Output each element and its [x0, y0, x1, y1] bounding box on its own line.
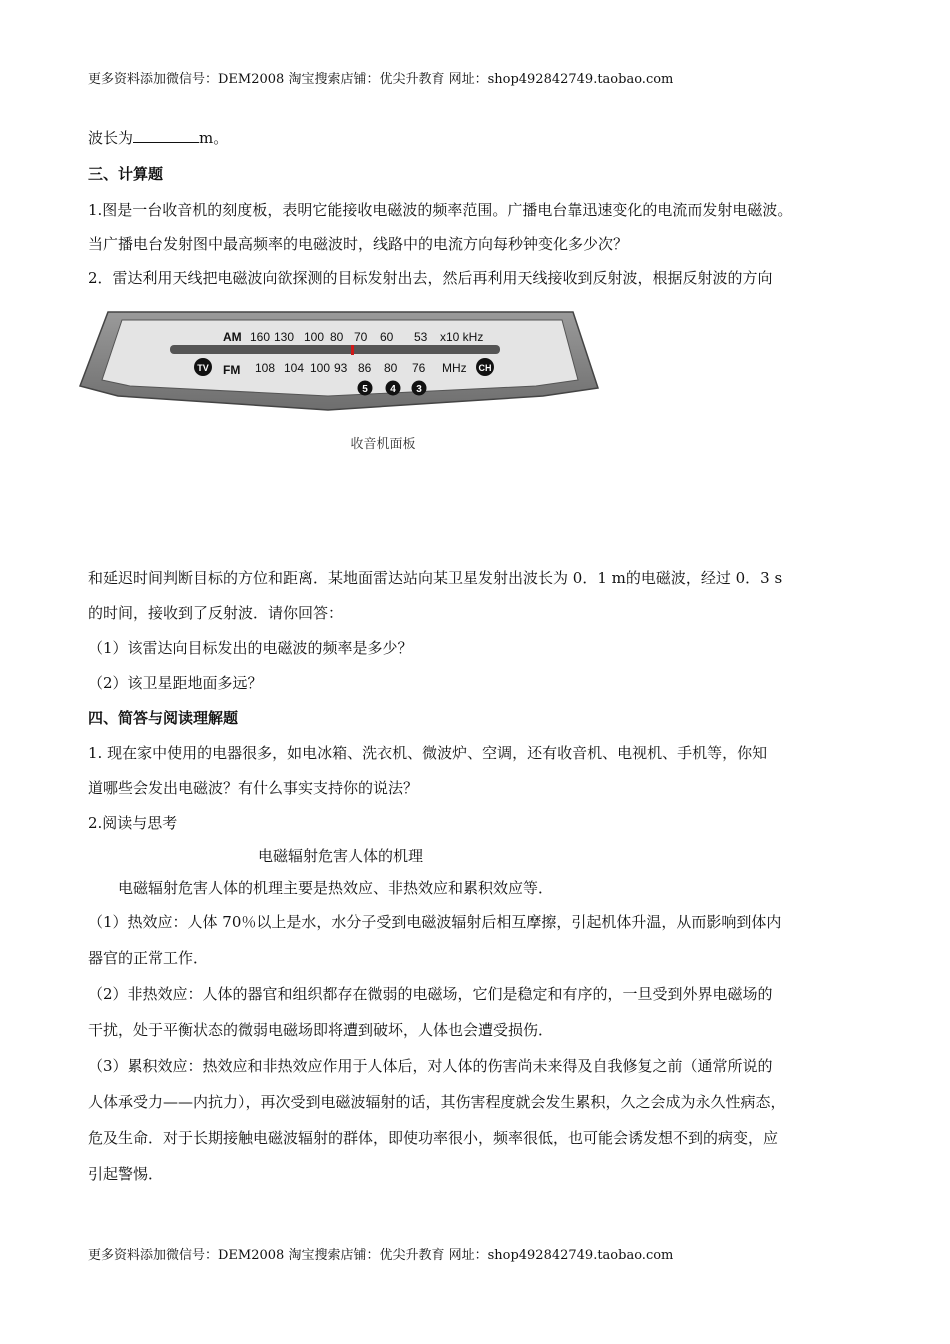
- fm-tick: 86: [358, 361, 372, 375]
- s3-q2-sub1: （1）该雷达向目标发出的电磁波的频率是多少？: [88, 639, 413, 657]
- channel-number: 3: [416, 384, 422, 395]
- page-footer: 更多资料添加微信号：DEM2008 淘宝搜索店铺：优尖升教育 网址：shop492842749.taobao.com: [88, 1248, 674, 1263]
- tv-badge-text: TV: [197, 363, 209, 373]
- s3-q1-line2: 当广播电台发射图中最高频率的电磁波时，线路中的电流方向每秒钟变化多少次？: [88, 235, 629, 253]
- am-label: AM: [223, 330, 242, 344]
- am-tick: 130: [274, 330, 295, 344]
- p3-line2: 人体承受力——内抗力），再次受到电磁波辐射的话，其伤害程度就会发生累积，久之会成为永久性病态，: [88, 1093, 786, 1111]
- s4-q2-label: 2.阅读与思考: [88, 814, 178, 832]
- am-tick: 70: [354, 330, 368, 344]
- s3-q2-sub2: （2）该卫星距地面多远？: [88, 674, 263, 692]
- fm-tick: 93: [334, 361, 348, 375]
- s3-q2-line1: 2．雷达利用天线把电磁波向欲探测的目标发射出去，然后再利用天线接收到反射波，根据反射波的方向: [88, 269, 773, 287]
- radio-panel-figure: [78, 300, 608, 470]
- figure-caption: 收音机面板: [350, 437, 416, 452]
- page-header: 更多资料添加微信号：DEM2008 淘宝搜索店铺：优尖升教育 网址：shop492842749.taobao.com: [88, 72, 674, 87]
- answer-blank: [133, 128, 199, 143]
- wavelength-suffix: m。: [199, 129, 229, 147]
- s4-q1-line1: 1. 现在家中使用的电器很多，如电冰箱、洗衣机、微波炉、空调，还有收音机、电视机、手机等，你知: [88, 744, 768, 762]
- s3-q2-line2: 和延迟时间判断目标的方位和距离．某地面雷达站向某卫星发射出波长为 0．1 m的电磁波，经过 0．3 s: [88, 569, 783, 587]
- am-tick: 160: [250, 330, 271, 344]
- ch-badge-text: CH: [478, 363, 492, 373]
- am-tick: 60: [380, 330, 394, 344]
- am-tick: 53: [414, 330, 428, 344]
- tuning-bar: [170, 345, 500, 354]
- p1-line1: （1）热效应：人体 70％以上是水，水分子受到电磁波辐射后相互摩擦，引起机体升温，从而影响到体内: [88, 913, 782, 931]
- section3-title: 三、计算题: [88, 165, 164, 183]
- am-tick: 80: [330, 330, 344, 344]
- s3-q2-line3: 的时间，接收到了反射波．请你回答：: [88, 604, 344, 622]
- s4-q1-line2: 道哪些会发出电磁波？有什么事实支持你的说法？: [88, 779, 419, 797]
- am-unit: x10 kHz: [440, 330, 484, 344]
- section4-title: 四、简答与阅读理解题: [88, 709, 239, 727]
- tuning-needle: [351, 345, 354, 355]
- p2-line1: （2）非热效应：人体的器官和组织都存在微弱的电磁场，它们是稳定和有序的，一旦受到外界电磁场的: [88, 985, 773, 1003]
- p2-line2: 干扰，处于平衡状态的微弱电磁场即将遭到破坏，人体也会遭受损伤．: [88, 1021, 554, 1039]
- fm-tick: 108: [255, 361, 276, 375]
- fm-tick: 104: [284, 361, 305, 375]
- fm-unit: MHz: [442, 361, 467, 375]
- p3-line4: 引起警惕．: [88, 1165, 164, 1183]
- wavelength-question: [88, 128, 228, 148]
- s3-q1-line1: 1.图是一台收音机的刻度板，表明它能接收电磁波的频率范围。广播电台靠迅速变化的电流而发射电磁波。: [88, 201, 793, 219]
- channel-number: 4: [390, 384, 396, 395]
- fm-tick: 100: [310, 361, 331, 375]
- article-intro: 电磁辐射危害人体的机理主要是热效应、非热效应和累积效应等．: [118, 879, 554, 897]
- fm-tick: 80: [384, 361, 398, 375]
- am-tick: 100: [304, 330, 325, 344]
- p3-line3: 危及生命．对于长期接触电磁波辐射的群体，即使功率很小，频率很低，也可能会诱发想不到的病变，应: [88, 1129, 779, 1147]
- fm-label: FM: [223, 363, 241, 377]
- p1-line2: 器官的正常工作．: [88, 949, 209, 967]
- article-title: 电磁辐射危害人体的机理: [258, 847, 424, 865]
- wavelength-prefix: 波长为: [88, 129, 134, 147]
- channel-number: 5: [362, 384, 368, 395]
- p3-line1: （3）累积效应：热效应和非热效应作用于人体后，对人体的伤害尚未来得及自我修复之前（通常所说的: [88, 1057, 773, 1075]
- fm-tick: 76: [412, 361, 426, 375]
